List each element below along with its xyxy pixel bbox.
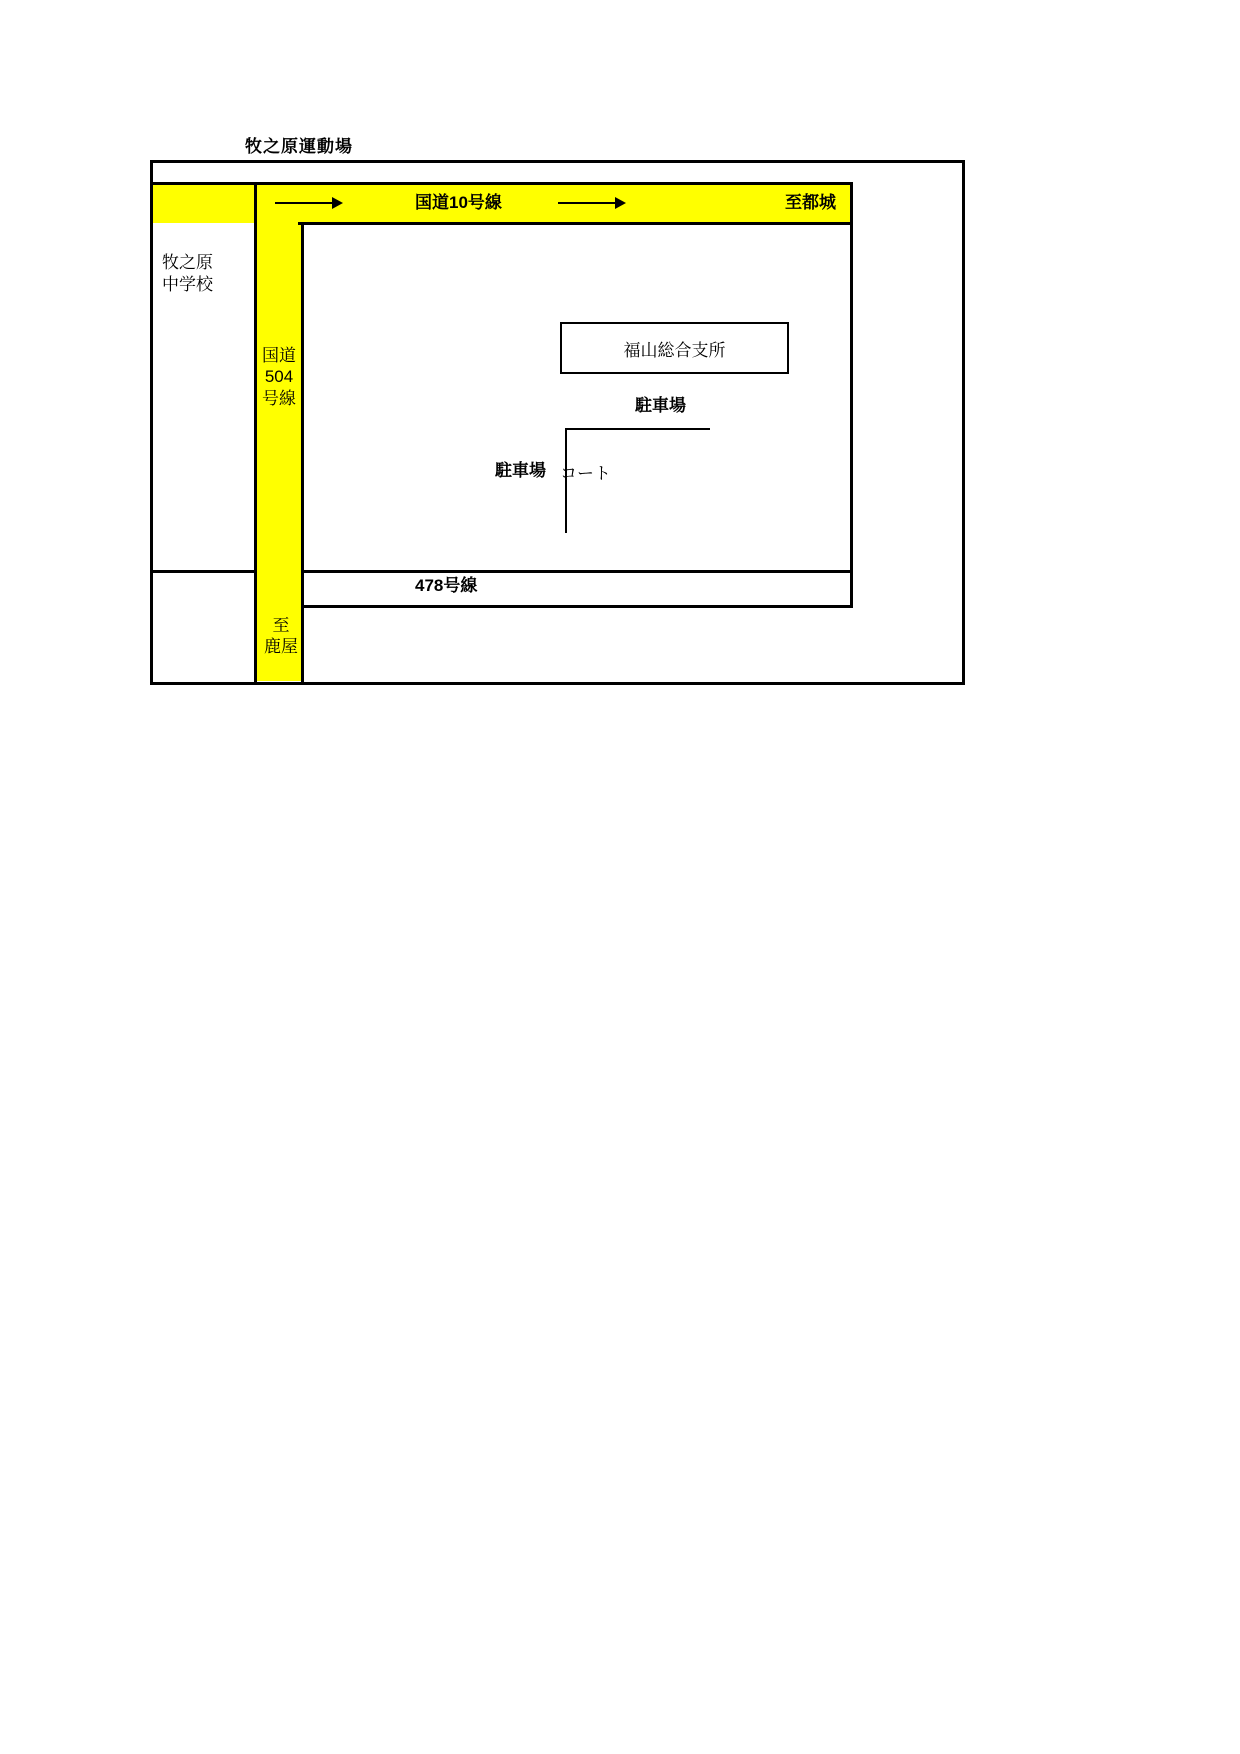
label-makinohara-junior-high-school [162, 252, 213, 296]
building-label: 福山総合支所 [623, 340, 726, 360]
school-block-south-edge [153, 570, 257, 573]
map-title: 牧之原運動場 [245, 137, 353, 156]
label-to-kanoya [260, 615, 302, 658]
route-504-east-edge [301, 222, 304, 682]
route-504-west-edge [254, 182, 257, 682]
label-to-miyakonojo: 至都城 [785, 193, 836, 212]
building-fukuyama-branch-office [560, 322, 789, 374]
route-504-line-2: 504 [264, 367, 294, 387]
label-court: コート [560, 464, 611, 483]
school-label-line-2: 中学校 [162, 275, 213, 295]
direction-arrow-icon-east [558, 195, 626, 211]
school-label-line-1: 牧之原 [162, 253, 213, 272]
east-block-boundary [850, 182, 853, 605]
route-504-highlight [255, 183, 303, 681]
label-route-10: 国道10号線 [415, 193, 502, 212]
label-route-504 [258, 345, 300, 409]
location-map [150, 137, 965, 685]
route-504-line-3: 号線 [262, 388, 296, 408]
route-504-line-1: 国道 [262, 346, 296, 365]
route-10-south-edge [298, 222, 853, 225]
label-route-478: 478号線 [415, 576, 478, 595]
label-parking-lower: 駐車場 [495, 461, 546, 480]
label-parking-upper: 駐車場 [635, 396, 686, 415]
direction-arrow-icon-west [275, 195, 343, 211]
to-kanoya-line-2: 鹿屋 [264, 637, 298, 657]
court-north-edge [565, 428, 710, 430]
route-478-north-edge [301, 570, 853, 573]
route-478-south-edge [301, 605, 853, 608]
route-10-north-edge [153, 182, 853, 185]
to-kanoya-line-1: 至 [272, 616, 290, 635]
